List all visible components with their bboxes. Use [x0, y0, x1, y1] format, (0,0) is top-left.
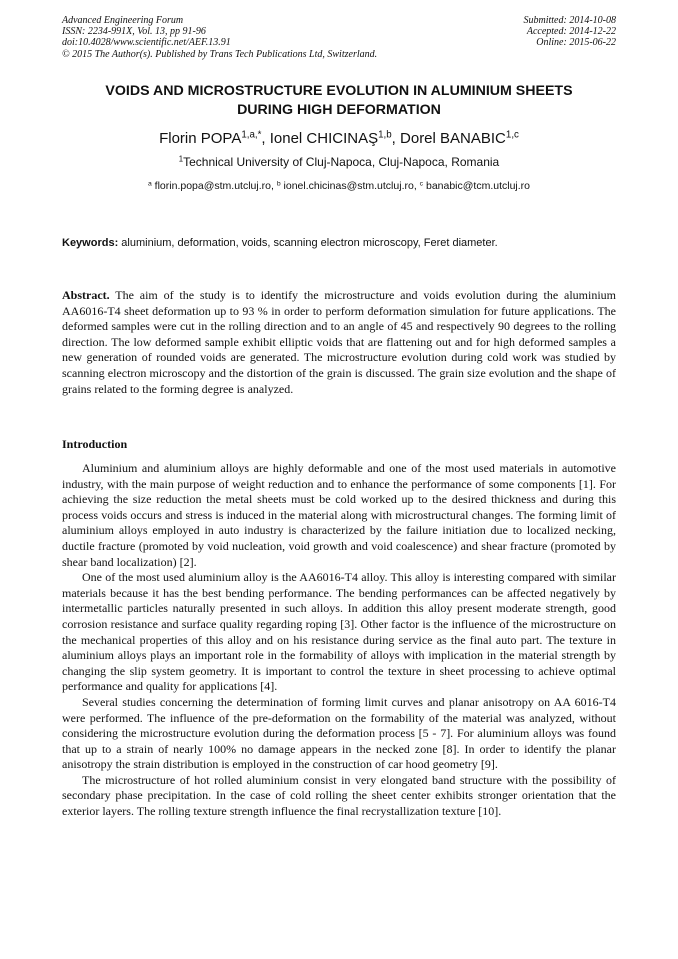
email-text: florin.popa@stm.utcluj.ro,	[151, 180, 277, 192]
email-mark: a	[147, 180, 152, 188]
copyright-line: © 2015 The Author(s). Published by Trans Tech Publications Ltd, Switzerland.	[62, 48, 378, 60]
paper-title	[62, 82, 616, 120]
abstract	[62, 288, 616, 397]
journal-name: Advanced Engineering Forum	[62, 15, 184, 26]
issn-line: ISSN: 2234-991X, Vol. 13, pp 91-96	[62, 26, 206, 38]
author-list	[62, 129, 616, 149]
abstract-text: The aim of the study is to identify the microstructure and voids evolution during the aluminium AA6016-T4 sheet deformation up to 93 % in order to perform deformation simulation for future applications. The deformed samples were cut in the rolling direction and to an angle of 45 and respectively 90 degrees to the rolling direction. The low deformed sample exhibit elliptic voids that are flattening out and for high deformed samples a new generation of rounded voids are generated. The microstructure evolution during cold work was studied by scanning electron microscopy and the distortion of the grain is discussed. The grain size evolution and the shape of grains related to the forming degree is analyzed.	[62, 288, 616, 396]
email-text: banabic@tcm.utcluj.ro	[423, 180, 531, 192]
intro-paragraph: Several studies concerning the determination of forming limit curves and planar anisotropy on AA 6016-T4 were performed. The influence of the pre-deformation on the formability of the material was analyzed, without considering the microstructure evolution during the deformation process [5 - 7]. For aluminium alloys was found that up to a strain of nearly 100% no damage appears in the necked zone [8]. In order to identify the planar anisotropy the strain distribution is employed in the construction of car hood geometry [9].	[62, 694, 616, 772]
author-affiliation-mark: 1,c	[505, 129, 519, 141]
journal-info	[62, 15, 377, 60]
email-text: ionel.chicinas@stm.utcluj.ro,	[280, 180, 420, 192]
submitted-date: Submitted: 2014-10-08	[523, 15, 616, 26]
affiliation-mark: 1	[178, 154, 184, 164]
title-line-2: DURING HIGH DEFORMATION	[237, 102, 441, 118]
title-line-1: VOIDS AND MICROSTRUCTURE EVOLUTION IN ALUMINIUM SHEETS	[105, 83, 573, 99]
intro-paragraph: One of the most used aluminium alloy is the AA6016-T4 alloy. This alloy is interesting compared with similar materials because it has the best bending performance. The bending performances can be affected negatively by intermetallic particles naturally presented in such alloys. In addition this alloy present moderate strength, good corrosion resistance and surface quality regarding roping [3]. Other factor is the influence of the microstructure on the mechanical properties of this alloy and on his resistance during service as the final auto part. The texture in aluminium alloys plays an important role in the formability of alloys with implication in the material strength by changing the slip system geometry. It is important to control the texture in sheet processing to achieve optimal performance and quality for applications [4].	[62, 570, 616, 694]
intro-paragraph: Aluminium and aluminium alloys are highly deformable and one of the most used materials in automotive industry, with the main purpose of weight reduction and to enhance the performance of some components [1]. For achieving the size reduction the metal sheets must be cold worked up to the desired thickness and during this process voids occurs and stress is induced in the material along with microstructural changes. The forming limit of aluminium alloys employed in auto industry is characterized by the failure initiation due to localized necking, ductile fracture (promoted by void nucleation, void growth and void coalescence) and shear fracture (promoted by shear band localization) [2].	[62, 461, 616, 569]
email-mark: b	[276, 180, 281, 188]
author-emails	[62, 178, 616, 194]
author-affiliation-mark: 1,b	[378, 129, 392, 141]
abstract-label: Abstract.	[62, 288, 110, 302]
author-separator: ,	[261, 130, 270, 147]
accepted-date: Accepted: 2014-12-22	[526, 26, 616, 38]
introduction-body	[62, 461, 616, 820]
keywords-text: aluminium, deformation, voids, scanning electron microscopy, Feret diameter.	[118, 237, 498, 249]
submission-dates	[524, 15, 617, 49]
online-date: Online: 2015-06-22	[536, 37, 616, 49]
author-affiliation-mark: 1,a,*	[241, 129, 262, 141]
keywords-label: Keywords:	[62, 237, 119, 249]
author-name: Dorel BANABIC	[400, 130, 506, 147]
intro-paragraph: The microstructure of hot rolled aluminium consist in very elongated band structure with the possibility of secondary phase precipitation. In the case of cold rolling the sheet center exhibits stronger orientation that the exterior layers. The rolling texture strength influence the final recrystallization texture [10].	[62, 772, 616, 819]
abstract-paragraph	[62, 288, 616, 397]
keywords	[62, 236, 616, 250]
section-heading-introduction: Introduction	[62, 437, 128, 451]
author-name: Florin POPA	[159, 130, 242, 147]
affiliation-text: Technical University of Cluj-Napoca, Cluj-Napoca, Romania	[183, 155, 500, 169]
author-name: Ionel CHICINAŞ	[269, 130, 379, 147]
affiliation	[62, 154, 616, 170]
doi-line: doi:10.4028/www.scientific.net/AEF.13.91	[62, 37, 231, 49]
author-separator: ,	[391, 130, 401, 147]
email-mark: c	[419, 180, 424, 188]
